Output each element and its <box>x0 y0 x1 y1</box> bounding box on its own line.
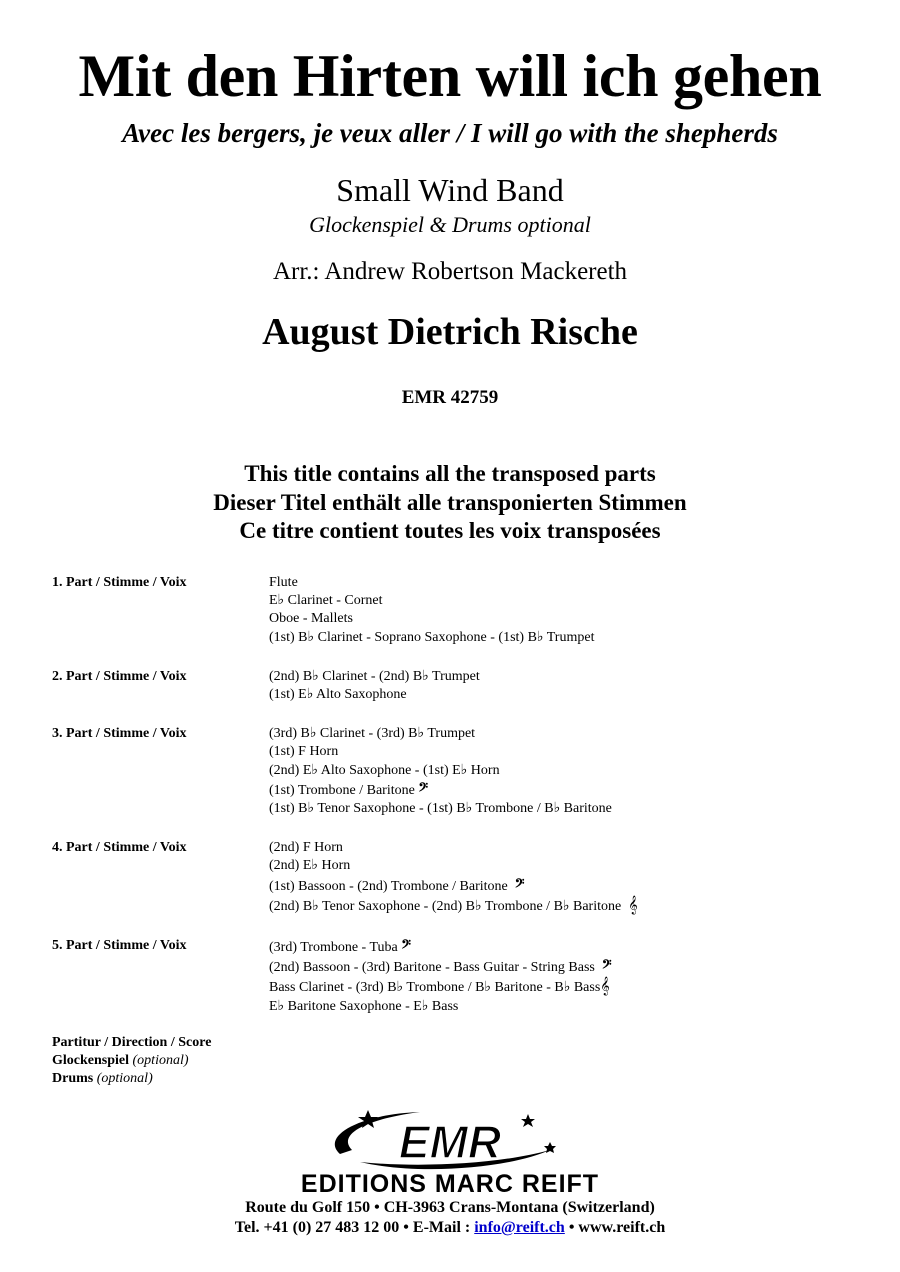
instrument-item: (2nd) E♭ Alto Saxophone - (1st) E♭ Horn <box>269 762 500 778</box>
email-link[interactable]: info@reift.ch <box>474 1219 565 1236</box>
instrument-item: (1st) B♭ Tenor Saxophone - (1st) B♭ Trombone / B♭ Baritone <box>269 801 612 817</box>
parts-list <box>52 574 852 1037</box>
bass-clef-icon: 𝄢 <box>418 779 428 798</box>
instrument-item: (2nd) F Horn <box>269 840 343 856</box>
drums-line <box>52 1070 211 1088</box>
instrument-item: (1st) F Horn <box>269 744 339 760</box>
logo-mark: EMR <box>398 1116 502 1168</box>
arranger: Arr.: Andrew Robertson Mackereth <box>272 258 628 285</box>
website[interactable]: www.reift.ch <box>578 1219 666 1236</box>
glockenspiel-label: Glockenspiel <box>52 1053 130 1068</box>
part-1 <box>52 574 852 647</box>
notice-german: Dieser Titel enthält alle transponierten Stimmen <box>213 489 687 515</box>
part-label: 5. Part / Stimme / Voix <box>52 938 187 954</box>
additional-parts <box>52 1034 211 1088</box>
instrument-text: (1st) Trombone / Baritone <box>269 782 415 798</box>
treble-clef-icon: 𝄞 <box>600 976 610 996</box>
instrument-list <box>269 937 852 1016</box>
instrument-item: (1st) E♭ Alto Saxophone <box>269 687 407 703</box>
logo-star <box>521 1114 535 1127</box>
part-2 <box>52 668 852 704</box>
instrument-text: (3rd) Trombone - Tuba <box>269 940 398 956</box>
instrument-item <box>269 957 852 977</box>
treble-clef-icon: 𝄞 <box>628 894 638 914</box>
part-label: 1. Part / Stimme / Voix <box>52 575 187 590</box>
instrument-list <box>269 839 852 916</box>
instrument-list <box>269 668 852 704</box>
instrument-item <box>269 937 852 957</box>
catalog-number: EMR 42759 <box>401 387 499 408</box>
instrument-item: (1st) B♭ Clarinet - Soprano Saxophone - (1st) B♭ Trumpet <box>269 629 595 645</box>
instrument-item <box>269 896 852 916</box>
bass-clef-icon: 𝄢 <box>401 937 411 956</box>
publisher-name: EDITIONS MARC REIFT <box>300 1170 600 1194</box>
instrument-list <box>269 574 852 647</box>
glockenspiel-line <box>52 1052 211 1070</box>
publisher-contact-line: Tel. +41 (0) 27 483 12 00 • E-Mail : info@reift.ch • www.reift.ch <box>234 1219 666 1236</box>
score-line <box>52 1034 211 1052</box>
drums-label: Drums <box>52 1071 94 1086</box>
bass-clef-icon: 𝄢 <box>514 875 525 894</box>
instrument-text: (2nd) Bassoon - (3rd) Baritone - Bass Guitar - String Bass <box>269 960 595 976</box>
part-3 <box>52 725 852 818</box>
drums-note: (optional) <box>96 1071 153 1086</box>
instrument-item: (3rd) B♭ Clarinet - (3rd) B♭ Trumpet <box>269 726 476 742</box>
instrument-text: Bass Clarinet - (3rd) B♭ Trombone / B♭ Baritone - B♭ Bass <box>269 980 601 996</box>
part-5 <box>52 937 852 1016</box>
publisher-logo <box>300 1106 600 1194</box>
instrument-item: E♭ Clarinet - Cornet <box>269 593 383 609</box>
part-label: 3. Part / Stimme / Voix <box>52 726 187 742</box>
instrument-item <box>269 977 852 997</box>
notice-english: This title contains all the transposed parts <box>244 461 656 486</box>
instrument-item: Oboe - Mallets <box>269 611 353 627</box>
page-title: Mit den Hirten will ich gehen <box>78 43 822 109</box>
ensemble-note: Glockenspiel & Drums optional <box>309 212 591 237</box>
instrument-item: (2nd) E♭ Horn <box>269 858 351 874</box>
part-4 <box>52 839 852 916</box>
subtitle: Avec les bergers, je veux aller / I will go with the shepherds <box>122 118 778 148</box>
instrument-item: Flute <box>269 575 298 590</box>
instrument-item: E♭ Baritone Saxophone - E♭ Bass <box>269 998 459 1014</box>
ensemble: Small Wind Band <box>336 172 564 208</box>
instrument-text: (1st) Bassoon - (2nd) Trombone / Baritone <box>269 878 508 894</box>
part-label: 4. Part / Stimme / Voix <box>52 840 187 856</box>
notice-french: Ce titre contient toutes les voix transposées <box>239 518 661 543</box>
transposition-notice <box>0 460 900 546</box>
publisher-phone: Tel. +41 (0) 27 483 12 00 <box>234 1219 400 1236</box>
instrument-list <box>269 725 852 818</box>
instrument-item: (2nd) B♭ Clarinet - (2nd) B♭ Trumpet <box>269 668 480 684</box>
bass-clef-icon: 𝄢 <box>601 957 612 976</box>
composer: August Dietrich Rische <box>262 311 638 353</box>
score-label: Partitur / Direction / Score <box>52 1035 212 1050</box>
glockenspiel-note: (optional) <box>132 1053 189 1068</box>
publisher-contact <box>0 1198 900 1238</box>
instrument-item <box>269 876 852 896</box>
instrument-text: (2nd) B♭ Tenor Saxophone - (2nd) B♭ Trombone / B♭ Baritone <box>269 898 622 914</box>
instrument-item <box>269 780 852 800</box>
part-label: 2. Part / Stimme / Voix <box>52 668 187 684</box>
publisher-address: Route du Golf 150 • CH-3963 Crans-Montana (Switzerland) <box>245 1199 655 1216</box>
email-label: E-Mail : <box>412 1219 471 1236</box>
